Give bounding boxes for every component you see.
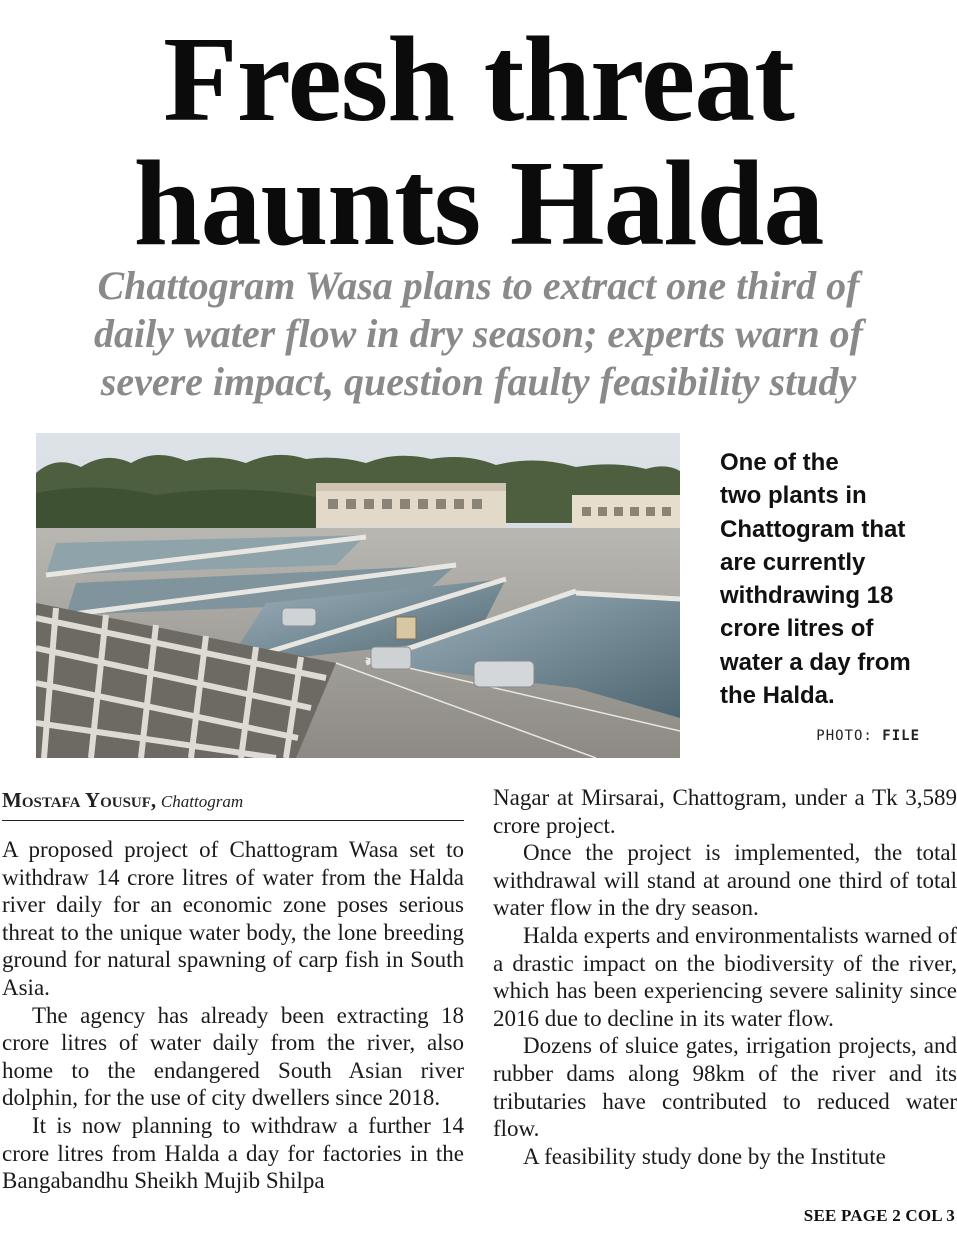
subheadline-line-3: severe impact, question faulty feasibility study: [100, 359, 857, 404]
article-paragraph: Once the project is implemented, the total withdrawal will stand at around one third of total water flow in the dry season.: [493, 840, 957, 921]
byline: [2, 788, 464, 814]
article-paragraph: Halda experts and environmentalists warned of a drastic impact on the biodiversity of the river, which has been experiencing severe salinity since 2016 due to decline in its water flow.: [493, 922, 957, 1031]
subheadline-line-2: daily water flow in dry season; experts warn of: [94, 311, 863, 356]
article-paragraph: The agency has already been extracting 18 crore litres of water daily from the river, also home to the endangered South Asian river dolphin, for the use of city dwellers since 2018.: [2, 1002, 464, 1111]
caption-line: water a day from: [720, 648, 911, 676]
caption-line: are currently: [720, 548, 866, 576]
byline-location: Chattogram: [160, 792, 244, 811]
article-column-1: [2, 836, 464, 1195]
caption-line: Chattogram that: [720, 515, 906, 543]
caption-line: the Halda.: [720, 682, 835, 710]
subheadline: [20, 262, 937, 406]
article-paragraph: It is now planning to withdraw a further 14 crore litres from Halda a day for factories in the Bangabandhu Sheikh Mujib Shilpa: [2, 1112, 464, 1194]
headline: [0, 12, 957, 271]
caption-line: withdrawing 18: [720, 582, 894, 610]
article-paragraph: A proposed project of Chattogram Wasa set to withdraw 14 crore litres of water from the Halda river daily for an economic zone poses serious threat to the unique water body, the lone breeding ground for natural spawning of carp fish in South Asia.: [2, 837, 464, 1000]
headline-line-1: Fresh threat: [163, 12, 794, 147]
caption-line: two plants in: [720, 482, 867, 510]
caption-line: One of the: [720, 449, 839, 476]
photo-caption: [720, 446, 940, 712]
caption-line: crore litres of: [720, 615, 874, 643]
photo-credit-label: PHOTO:: [816, 728, 873, 744]
article-paragraph: Nagar at Mirsarai, Chattogram, under a Tk 3,589 crore project.: [493, 785, 957, 838]
article-paragraph: A feasibility study done by the Institute: [523, 1143, 886, 1169]
photo-illustration: [36, 433, 680, 758]
photo-credit-source: FILE: [882, 728, 920, 744]
byline-author: Mostafa Yousuf,: [2, 788, 157, 812]
byline-divider: [2, 820, 464, 821]
article-paragraph: Dozens of sluice gates, irrigation projects, and rubber dams along 98km of the river and its tributaries have contributed to reduced water flow.: [493, 1033, 957, 1142]
water-treatment-plant-photo: [36, 433, 680, 758]
subheadline-line-1: Chattogram Wasa plans to extract one third of: [97, 263, 860, 308]
article-column-2: [493, 784, 957, 1170]
headline-line-2: haunts Halda: [133, 136, 824, 271]
continuation-jump: SEE PAGE 2 COL 3: [803, 1206, 955, 1225]
photo-credit: [816, 728, 920, 744]
